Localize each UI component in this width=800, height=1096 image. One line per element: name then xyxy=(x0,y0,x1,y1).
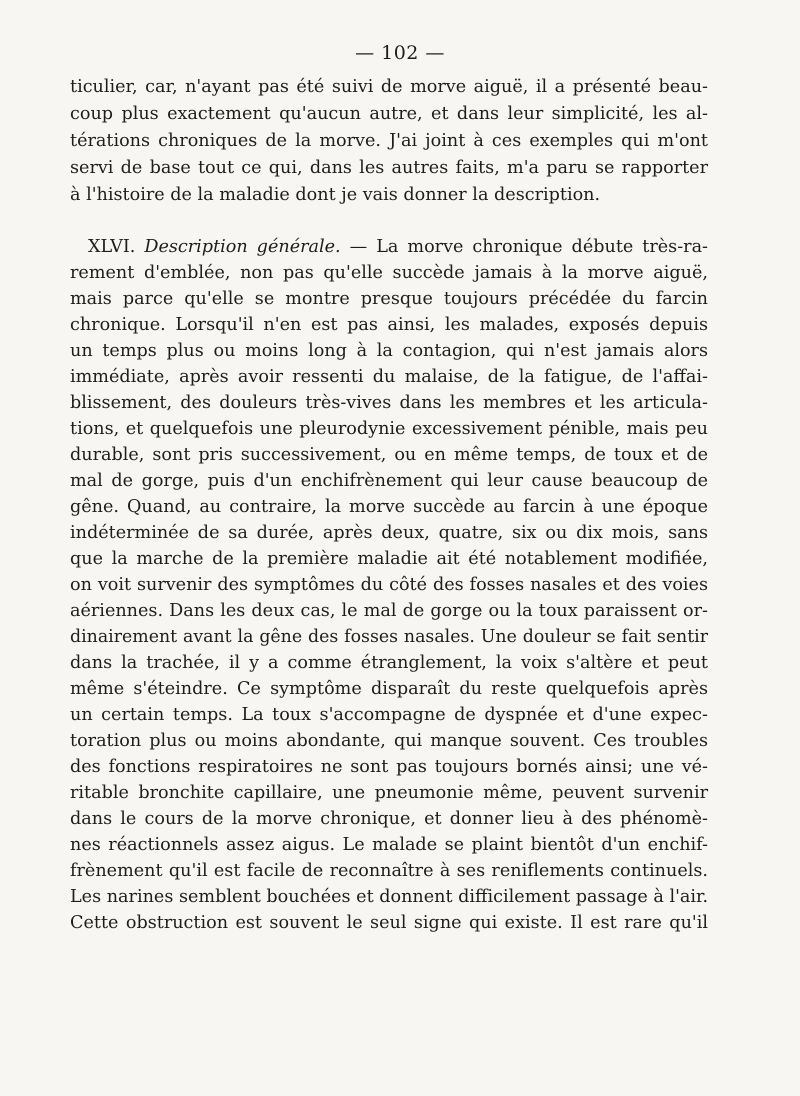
text-line: des fonctions respiratoires ne sont pas toujours bornés ainsi; une vé- xyxy=(70,757,708,777)
text-line: un certain temps. La toux s'accompagne de dyspnée et d'une expec- xyxy=(70,705,708,725)
text-line: térations chroniques de la morve. J'ai joint à ces exemples qui m'ont xyxy=(70,131,708,151)
text-line: coup plus exactement qu'aucun autre, et dans leur simplicité, les al- xyxy=(70,104,708,124)
text-line: ticulier, car, n'ayant pas été suivi de morve aiguë, il a présenté beau- xyxy=(70,77,708,97)
text-line: chronique. Lorsqu'il n'en est pas ainsi, les malades, exposés depuis xyxy=(70,315,708,335)
text-line: indéterminée de sa durée, après deux, quatre, six ou dix mois, sans xyxy=(70,523,708,543)
text-line: toration plus ou moins abondante, qui manque souvent. Ces troubles xyxy=(70,731,708,751)
text-line: Cette obstruction est souvent le seul signe qui existe. Il est rare qu'il xyxy=(70,913,708,933)
section-first-line-text: — La morve chronique débute très-ra- xyxy=(349,237,709,257)
text-line: Les narines semblent bouchées et donnent difficilement passage à l'air. xyxy=(70,887,709,907)
section-title: Description générale. xyxy=(144,237,341,257)
section-heading-line xyxy=(88,234,708,260)
text-line: tions, et quelquefois une pleurodynie excessivement pénible, mais peu xyxy=(70,419,708,439)
text-line: que la marche de la première maladie ait été notablement modifiée, xyxy=(70,549,708,569)
text-line: ritable bronchite capillaire, une pneumonie même, peuvent survenir xyxy=(70,783,708,803)
text-line: immédiate, après avoir ressenti du malaise, de la fatigue, de l'affai- xyxy=(70,367,708,387)
text-line: rement d'emblée, non pas qu'elle succède jamais à la morve aiguë, xyxy=(70,263,708,283)
text-line: servi de base tout ce qui, dans les autres faits, m'a paru se rapporter xyxy=(70,158,708,178)
text-line: dans la trachée, il y a comme étranglement, la voix s'altère et peut xyxy=(70,653,708,673)
text-line: dinairement avant la gêne des fosses nasales. Une douleur se fait sentir xyxy=(70,627,708,647)
text-line: dans le cours de la morve chronique, et donner lieu à des phénomè- xyxy=(70,809,708,829)
text-line: aériennes. Dans les deux cas, le mal de gorge ou la toux paraissent or- xyxy=(70,601,708,621)
text-line: mal de gorge, puis d'un enchifrènement qui leur cause beaucoup de xyxy=(70,471,708,491)
text-line: on voit survenir des symptômes du côté des fosses nasales et des voies xyxy=(70,575,708,595)
text-line: à l'histoire de la maladie dont je vais donner la description. xyxy=(70,185,601,205)
text-line: mais parce qu'elle se montre presque toujours précédée du farcin xyxy=(70,289,708,309)
text-line: frènement qu'il est facile de reconnaître à ses reniflements continuels. xyxy=(70,861,708,881)
text-line: même s'éteindre. Ce symptôme disparaît du reste quelquefois après xyxy=(70,679,708,699)
text-line: durable, sont pris successivement, ou en même temps, de toux et de xyxy=(70,445,708,465)
text-line: nes réactionnels assez aigus. Le malade se plaint bientôt d'un enchif- xyxy=(70,835,708,855)
text-line: blissement, des douleurs très-vives dans les membres et les articula- xyxy=(70,393,708,413)
text-line: un temps plus ou moins long à la contagion, qui n'est jamais alors xyxy=(70,341,708,361)
text-line: gêne. Quand, au contraire, la morve succède au farcin à une époque xyxy=(70,497,708,517)
page-number-header: — 102 — xyxy=(355,42,445,64)
section-number: XLVI. xyxy=(88,237,136,257)
